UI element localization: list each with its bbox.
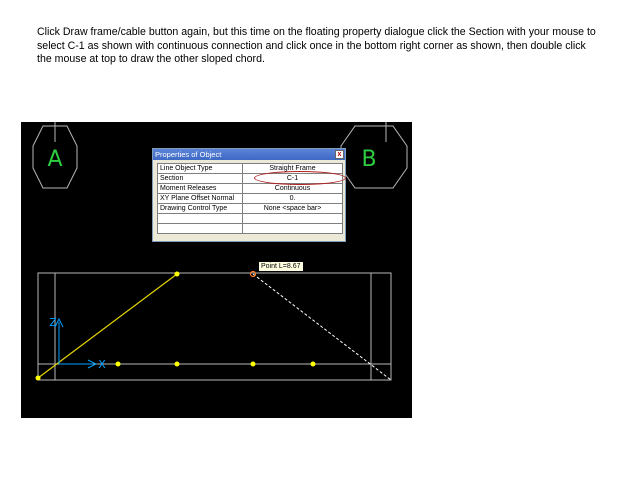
grid-bubble-a-label: A: [47, 147, 63, 172]
close-icon[interactable]: x: [335, 150, 344, 159]
property-key: XY Plane Offset Normal: [158, 194, 243, 204]
instruction-text: [37, 26, 605, 67]
dialog-title-bar[interactable]: [153, 149, 345, 160]
section-highlight-ellipse: [254, 171, 346, 185]
property-row[interactable]: [158, 204, 343, 214]
properties-dialog[interactable]: [152, 148, 346, 242]
node: [36, 376, 41, 381]
axis-z-label: Z: [49, 316, 57, 329]
property-value[interactable]: None <space bar>: [243, 204, 343, 214]
dialog-title: Properties of Object: [155, 150, 222, 159]
property-key: [158, 224, 243, 234]
node: [311, 362, 316, 367]
node: [175, 362, 180, 367]
property-value[interactable]: Continuous: [243, 184, 343, 194]
property-value[interactable]: 0.: [243, 194, 343, 204]
node: [116, 362, 121, 367]
property-key: Line Object Type: [158, 164, 243, 174]
property-value[interactable]: C-1: [243, 174, 343, 184]
instruction-line-3: the mouse at top to draw the other sloped chord.: [37, 53, 265, 66]
property-key: [158, 214, 243, 224]
instruction-line-2: select C-1 as shown with continuous connection and click once in the bottom right corner as shown, then double click: [37, 39, 586, 52]
property-value[interactable]: [243, 214, 343, 224]
property-key: Moment Releases: [158, 184, 243, 194]
property-key: Section: [158, 174, 243, 184]
axis-x-label: X: [98, 358, 106, 371]
property-value[interactable]: Straight Frame: [243, 164, 343, 174]
instruction-line-1: Click Draw frame/cable button again, but this time on the floating property dialogue click the Section with your mouse to: [37, 26, 596, 38]
property-row[interactable]: [158, 214, 343, 224]
property-row[interactable]: [158, 194, 343, 204]
property-key: Drawing Control Type: [158, 204, 243, 214]
node: [251, 362, 256, 367]
node: [175, 272, 180, 277]
grid-bubble-b-label: B: [361, 147, 377, 172]
property-row[interactable]: [158, 184, 343, 194]
property-row[interactable]: [158, 224, 343, 234]
property-value[interactable]: [243, 224, 343, 234]
cursor-tooltip: Point L=8.67: [258, 261, 304, 272]
